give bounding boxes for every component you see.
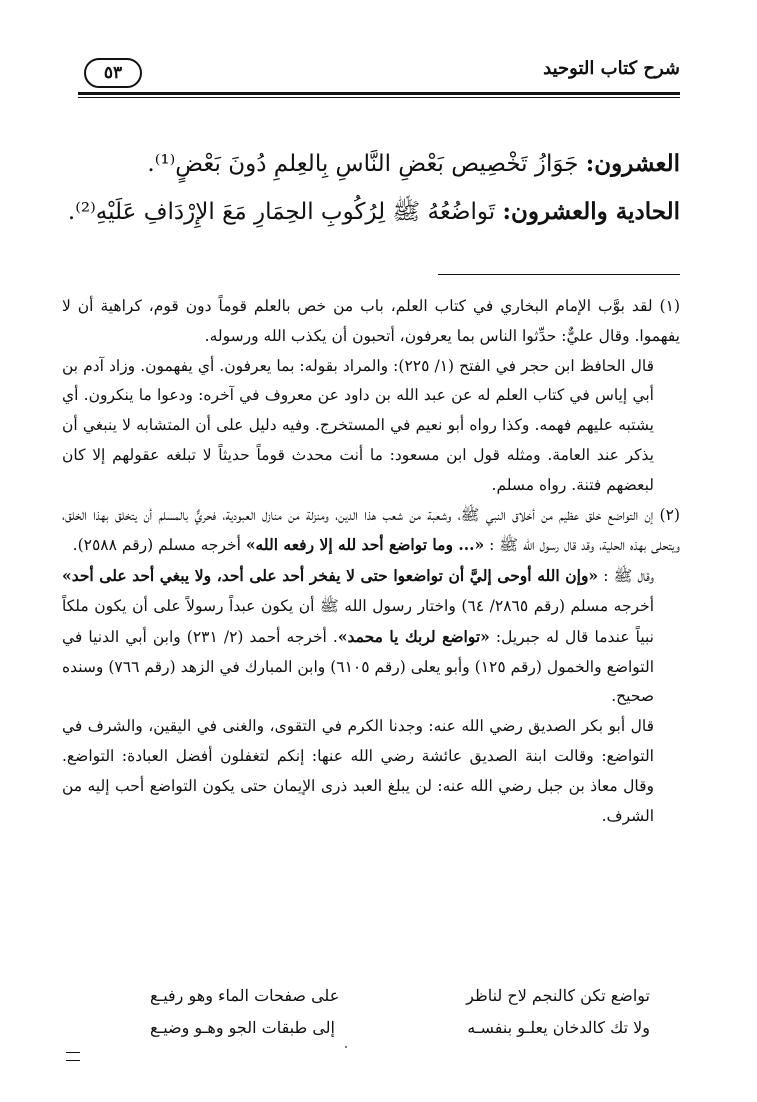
page-speck <box>345 1046 347 1048</box>
hadith-quote-1: «... وما تواضع أحد لله إلا رفعه الله» <box>245 535 485 555</box>
verse-1-second-hemistich: على صفحات الماء وهو رفيـع <box>150 986 340 1005</box>
poem-verse-2 <box>150 1012 650 1044</box>
continuation-mark <box>66 1052 80 1061</box>
hadith-quote-2: «وإن الله أوحى إليَّ أن تواضعوا حتى لا يفخر أحد على أحد، ولا يبغي أحد على أحد» <box>62 566 599 586</box>
issue-20-label: العشرون: <box>585 150 680 177</box>
page-header <box>78 58 680 94</box>
verse-1-first-hemistich: تواضع تكن كالنجم لاح لناظر <box>466 986 650 1005</box>
footnote-2-para-2: وقال ﷺ : «وإن الله أوحى إليَّ أن تواضعوا حتى لا يفخر أحد على أحد، ولا يبغي أحد على أحد» أخرجه مسلم (رقم ٢٨٦٥/ ٦٤) واختار رسول الله ﷺ أن يكون عبداً رسولاً على أن يكون ملكاً نبياً عندما قال له جبريل: «تواضع لربك يا محمد». أخرجه أحمد (٢/ ٢٣١) وابن أبي الدنيا في التواضع والخمول (رقم ١٢٥) وأبو يعلى (رقم ٦١٠٥) وابن المبارك في الزهد (رقم ٧٦٦) وسنده صحيح. <box>62 566 654 706</box>
issue-21 <box>67 188 680 236</box>
issue-21-label: الحادية والعشرون: <box>502 198 680 225</box>
issue-20-text: جَوَازُ تَخْصِيص بَعْضِ النَّاسِ بِالعِلمِ دُونَ بَعْضٍ⁽¹⁾. <box>147 151 579 177</box>
footnotes <box>62 292 680 831</box>
footnote-2-para-3: قال أبو بكر الصديق رضي الله عنه: وجدنا الكرم في التقوى، والغنى في اليقين، والشرف في التواضع: وقالت ابنة الصديق عائشة رضي الله عنها: إنكم لتغفلون أفضل العبادة: التواضع. وقال معاذ بن جبل رضي الله عنه: لن يبلغ العبد ذرى الإيمان حتى يكون التواضع أحب إليه من الشرف. <box>62 717 654 825</box>
footnote-2-para-1: (٢) إن التواضع خلق عظيم من أخلاق النبي ﷺ، وشعبة من شعب هذا الدين، ومنزلة من منازل العبودية، فحريٌّ بالمسلم أن يتخلق بهذا الخلق، ويتحلى بهذه الحلية، وقد قال رسول الله ﷺ : «... وما تواضع أحد لله إلا رفعه الله» أخرجه مسلم (رقم ٢٥٨٨). <box>62 505 680 555</box>
issue-21-text: تَواضُعُهُ ﷺ لِرُكُوبِ الحِمَارِ مَعَ الإِرْدَافِ عَلَيْهِ⁽²⁾. <box>67 199 496 225</box>
verse-2-first-hemistich: ولا تك كالدخان يعلـو بنفسـه <box>467 1018 650 1037</box>
page-number: ٥٣ <box>84 58 142 88</box>
header-rule-thin <box>78 97 680 98</box>
verse-2-second-hemistich: إلى طبقات الجو وهـو وضيـع <box>150 1018 335 1037</box>
footnote-1-para-2: قال الحافظ ابن حجر في الفتح (١/ ٢٢٥): والمراد بقوله: بما يعرفون. أي يفهمون. وزاد آدم بن أبي إياس في كتاب العلم له عن عبد الله بن داود عن معروف في آخره: ودعوا ما ينكرون. أي يشتبه عليهم فهمه. وكذا رواه أبو نعيم في المستخرج. وفيه دليل على أن المتشابه لا ينبغي أن يذكر عند العامة. ومثله قول ابن مسعود: ما أنت محدث قوماً حديثاً لا تبلغه عقولهم إلا كان لبعضهم فتنة. رواه مسلم. <box>62 356 654 494</box>
running-title: شرح كتاب التوحيد <box>543 58 680 79</box>
issue-20 <box>92 140 680 188</box>
footnote-separator <box>438 274 680 275</box>
footnote-1-para-1: (١) لقد بوَّب الإمام البخاري في كتاب العلم، باب من خص بالعلم قوماً دون قوم، كراهية أن لا يفهموا. وقال عليٌّ: حدِّثوا الناس بما يعرفون، أتحبون أن يكذب الله ورسوله. <box>62 297 680 345</box>
hadith-quote-3: «تواضع لربك يا محمد» <box>337 626 490 646</box>
main-text <box>67 140 680 236</box>
header-rule-thick <box>78 92 680 95</box>
poem <box>150 980 650 1044</box>
poem-verse-1 <box>150 980 650 1012</box>
